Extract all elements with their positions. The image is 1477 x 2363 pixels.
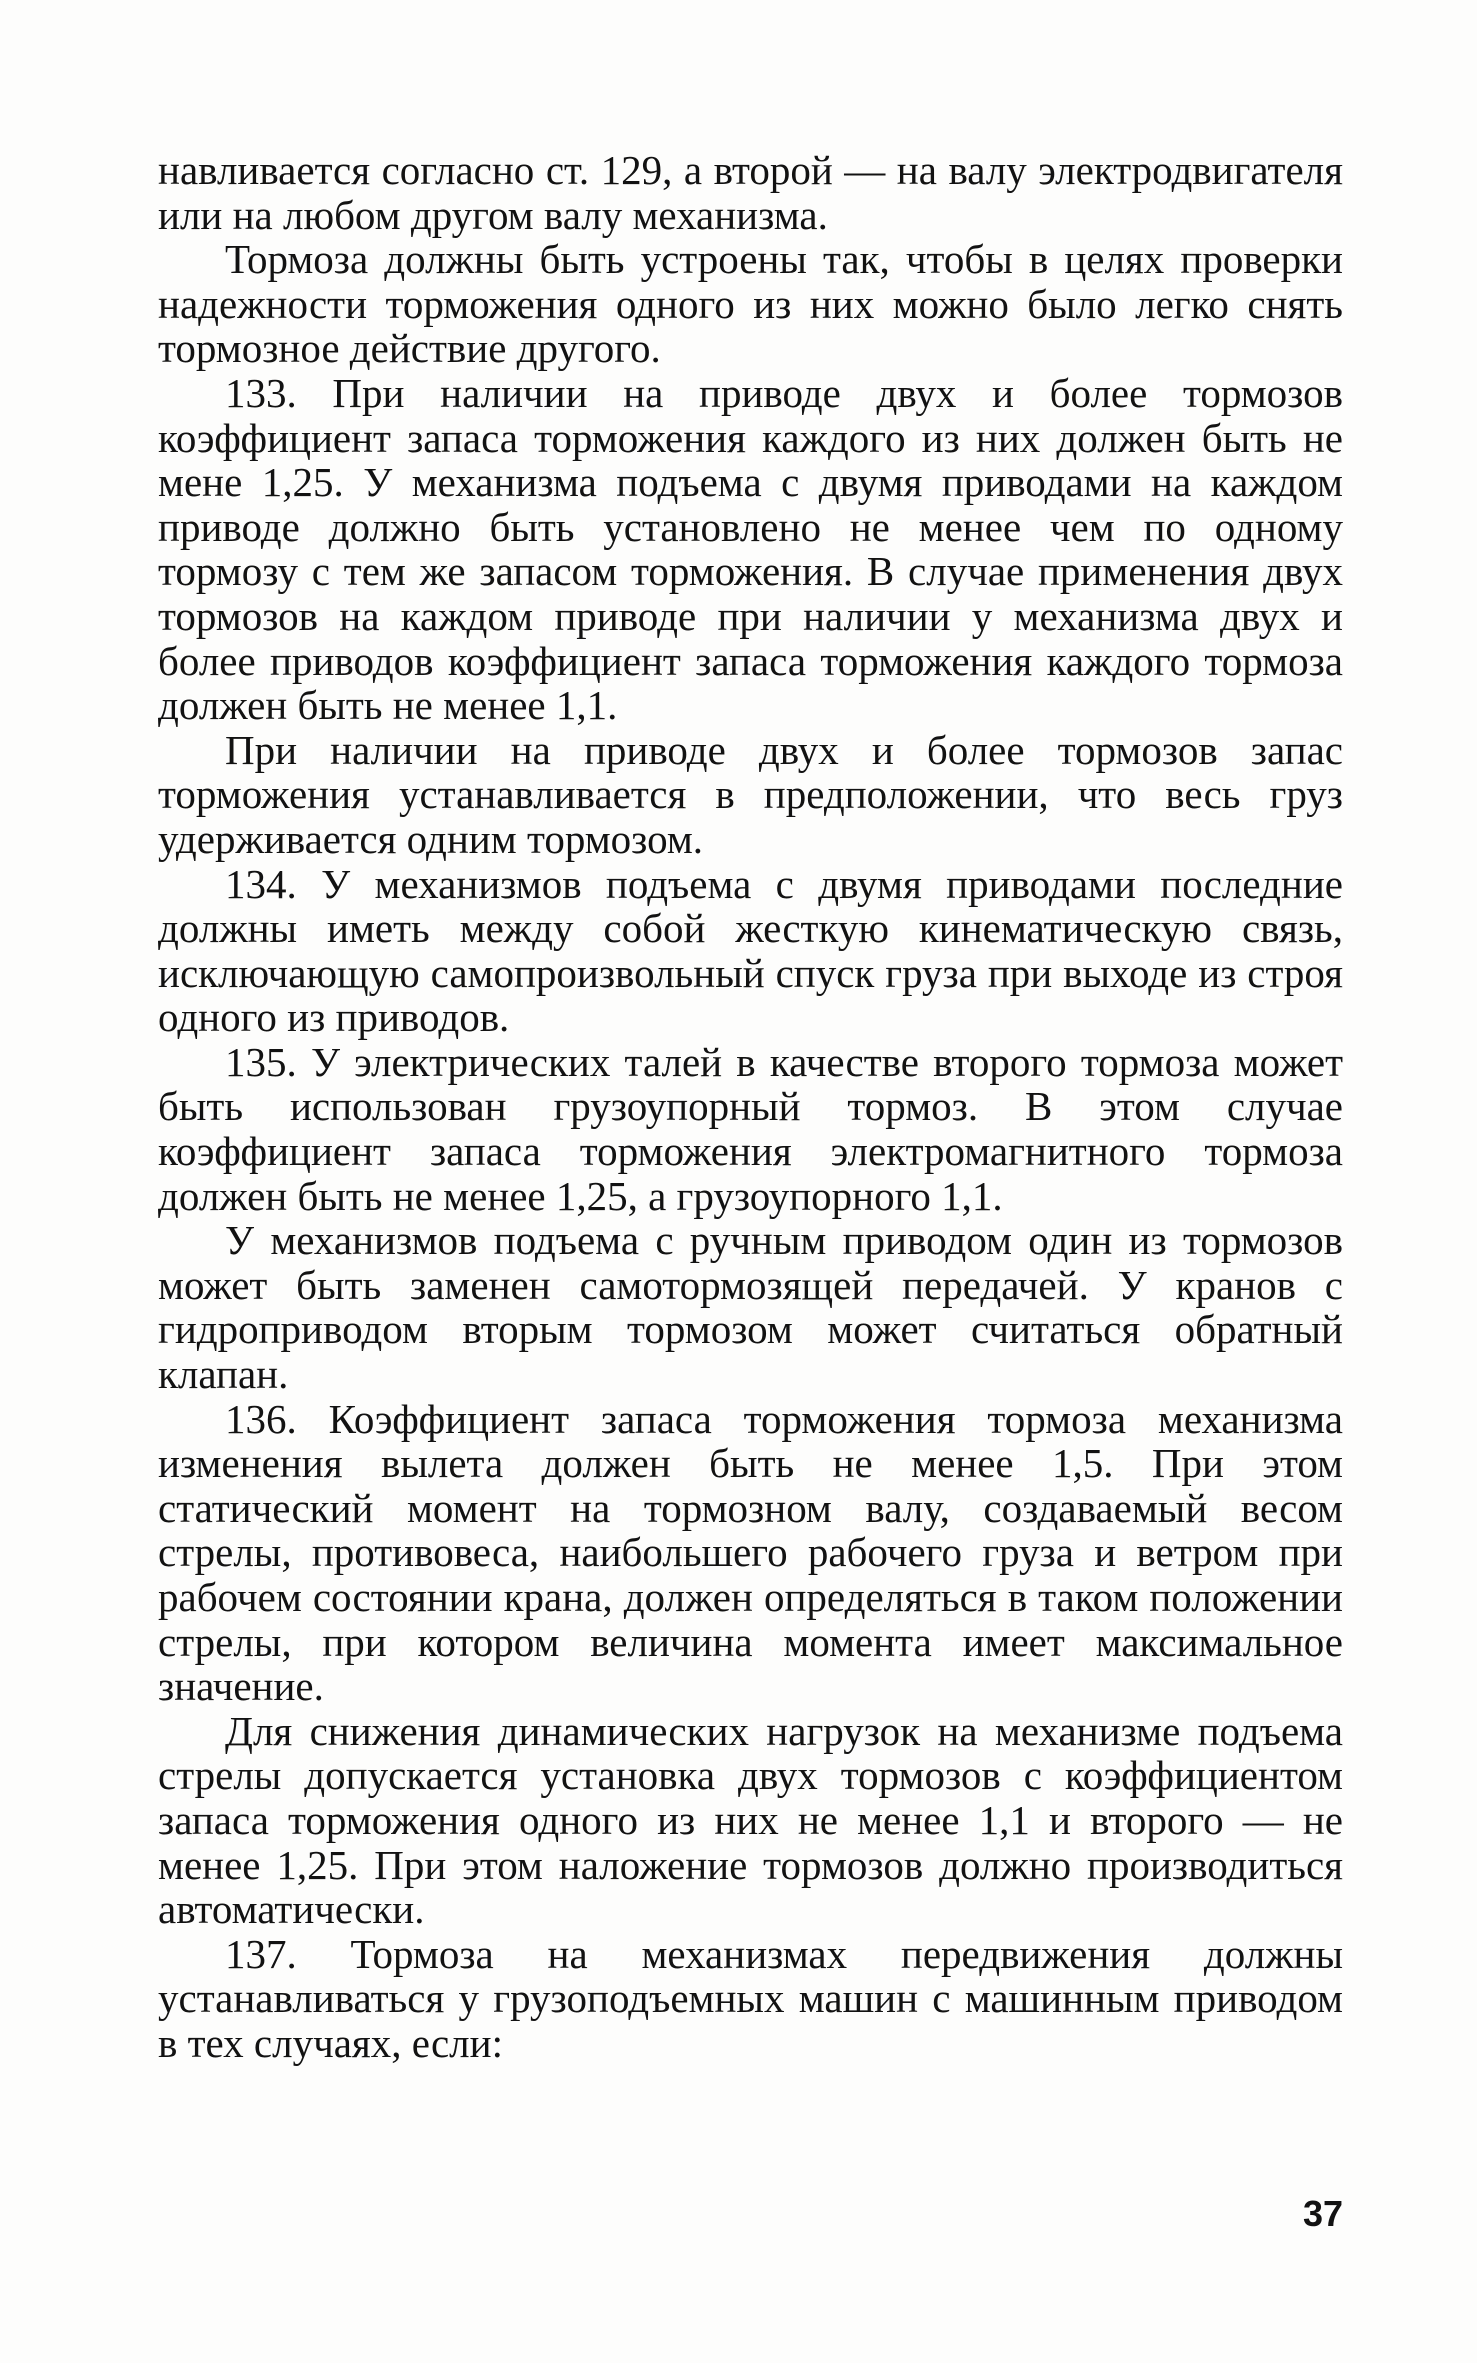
paragraph-brakes-design: Тормоза должны быть устроены так, чтобы в целях проверки надежности торможения одного из них можно было легко снять тормозное действие другого. xyxy=(158,236,1343,372)
page-number: 37 xyxy=(1302,2193,1343,2234)
paragraph-136-note: Для снижения динамических нагрузок на механизме подъема стрелы допускается установка двух тормозов с коэффициентом запаса торможения одного из них не менее 1,1 и второго — не менее 1,25. При этом наложение тормозов должно производиться автоматически. xyxy=(158,1707,1343,1933)
body-text xyxy=(158,148,1343,2066)
paragraph-135-note: У механизмов подъема с ручным приводом один из тормозов может быть заменен самотормозящей передачей. У кранов с гидроприводом вторым тормозом может считаться обратный клапан. xyxy=(158,1217,1343,1398)
paragraph-133-note: При наличии на приводе двух и более тормозов запас торможения устанавливается в предположении, что весь груз удерживается одним тормозом. xyxy=(158,726,1343,862)
paragraph-136: 136. Коэффициент запаса торможения тормоза механизма изменения вылета должен быть не менее 1,5. При этом статический момент на тормозном валу, создаваемый весом стрелы, противовеса, наибольшего рабочего груза и ветром при рабочем состоянии крана, должен определяться в таком положении стрелы, при котором величина момента имеет максимальное значение. xyxy=(158,1395,1343,1710)
paragraph-133: 133. При наличии на приводе двух и более тормозов коэффициент запаса торможения каждого из них должен быть не мене 1,25. У механизма подъема с двумя приводами на каждом приводе должно быть установлено не менее чем по одному тормозу с тем же запасом торможения. В случае применения двух тормозов на каждом приводе при наличии у механизма двух и более приводов коэффициент запаса торможения каждого тормоза должен быть не менее 1,1. xyxy=(158,369,1343,729)
paragraph-137: 137. Тормоза на механизмах передвижения должны устанавливаться у грузоподъемных машин с машинным приводом в тех случаях, если: xyxy=(158,1930,1343,2066)
paragraph-continuation: навливается согласно ст. 129, а второй — на валу электродвигателя или на любом другом валу механизма. xyxy=(158,147,1343,238)
paragraph-135: 135. У электрических талей в качестве второго тормоза может быть использован грузоупорный тормоз. В этом случае коэффициент запаса торможения электромагнитного тормоза должен быть не менее 1,25, а грузоупорного 1,1. xyxy=(158,1038,1343,1219)
paragraph-134: 134. У механизмов подъема с двумя приводами последние должны иметь между собой жесткую кинематическую связь, исключающую самопроизвольный спуск груза при выходе из строя одного из приводов. xyxy=(158,860,1343,1041)
